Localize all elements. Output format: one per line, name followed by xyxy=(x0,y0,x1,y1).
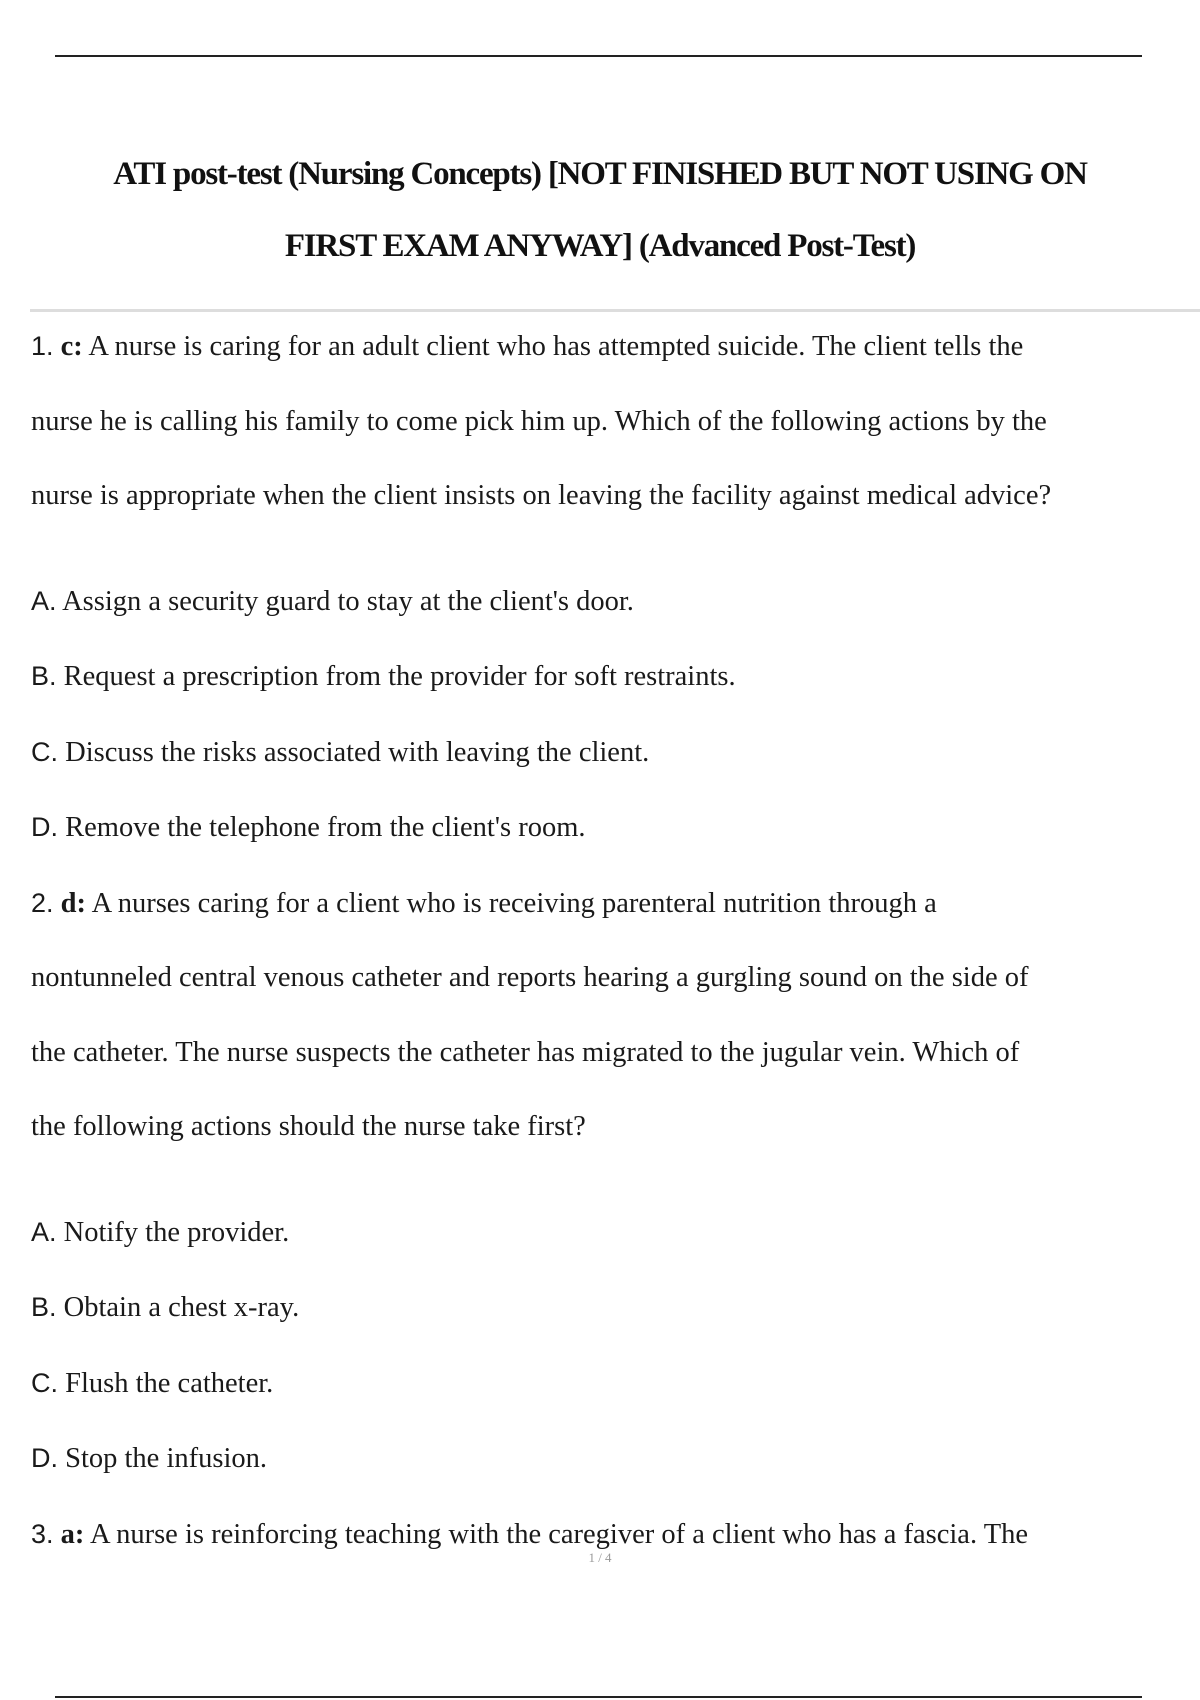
header-rule xyxy=(55,55,1142,57)
option-letter: B. xyxy=(31,661,57,691)
question-number: 1. xyxy=(31,331,54,361)
option-a xyxy=(31,564,1190,640)
question-text: A nurses caring for a client who is receiving parenteral nutrition through a xyxy=(91,887,937,919)
answer-key: c: xyxy=(60,331,83,362)
option-letter: D. xyxy=(31,1443,58,1473)
option-text: Discuss the risks associated with leaving the client. xyxy=(65,736,650,768)
option-b xyxy=(31,1270,1190,1346)
question-text-line: the following actions should the nurse take first? xyxy=(31,1111,586,1142)
option-text: Remove the telephone from the client's room. xyxy=(65,812,586,843)
option-d xyxy=(31,1421,1190,1497)
title-line-1: ATI post-test (Nursing Concepts) [NOT FINISHED BUT NOT USING ON xyxy=(113,156,1087,192)
question-text-line: nurse he is calling his family to come pick him up. Which of the following actions by the xyxy=(31,405,1047,437)
answer-key: a: xyxy=(60,1518,85,1550)
question-text: A nurse is caring for an adult client who has attempted suicide. The client tells the xyxy=(88,331,1024,362)
question-2 xyxy=(31,866,1190,1497)
document-body xyxy=(31,309,1190,1553)
page-number: 1 / 4 xyxy=(588,1550,612,1565)
question-number: 2. xyxy=(31,887,54,918)
option-letter: B. xyxy=(31,1292,57,1322)
option-letter: C. xyxy=(31,1367,58,1398)
question-number: 3. xyxy=(31,1518,54,1549)
question-text-line: the catheter. The nurse suspects the catheter has migrated to the jugular vein. Which of xyxy=(31,1036,1020,1068)
option-text: Request a prescription from the provider for soft restraints. xyxy=(63,661,736,692)
option-a xyxy=(31,1195,1190,1271)
option-text: Stop the infusion. xyxy=(65,1443,268,1474)
option-d xyxy=(31,790,1190,866)
option-text: Flush the catheter. xyxy=(65,1367,274,1399)
document-title xyxy=(0,138,1200,282)
answer-key: d: xyxy=(60,887,86,919)
option-letter: D. xyxy=(31,812,58,842)
option-b xyxy=(31,639,1190,715)
question-text-line: nontunneled central venous catheter and reports hearing a gurgling sound on the side of xyxy=(31,962,1029,993)
option-text: Obtain a chest x-ray. xyxy=(63,1292,300,1323)
question-1 xyxy=(31,309,1190,866)
footer-rule xyxy=(55,1696,1142,1698)
question-3 xyxy=(31,1516,1190,1553)
option-c xyxy=(31,1346,1190,1422)
question-text-line xyxy=(31,309,1190,385)
question-text: A nurse is reinforcing teaching with the caregiver of a client who has a fascia. The xyxy=(89,1518,1029,1550)
title-line-2: FIRST EXAM ANYWAY] (Advanced Post-Test) xyxy=(284,228,916,264)
question-text-line: nurse is appropriate when the client insists on leaving the facility against medical advice? xyxy=(31,480,1052,511)
option-letter: C. xyxy=(31,736,58,767)
question-text-line xyxy=(31,1516,1190,1553)
option-text: Notify the provider. xyxy=(63,1216,290,1248)
question-text-line xyxy=(31,866,1190,942)
option-text: Assign a security guard to stay at the client's door. xyxy=(62,585,634,617)
option-c xyxy=(31,715,1190,791)
option-letter: A. xyxy=(31,1216,57,1247)
option-letter: A. xyxy=(31,585,57,616)
